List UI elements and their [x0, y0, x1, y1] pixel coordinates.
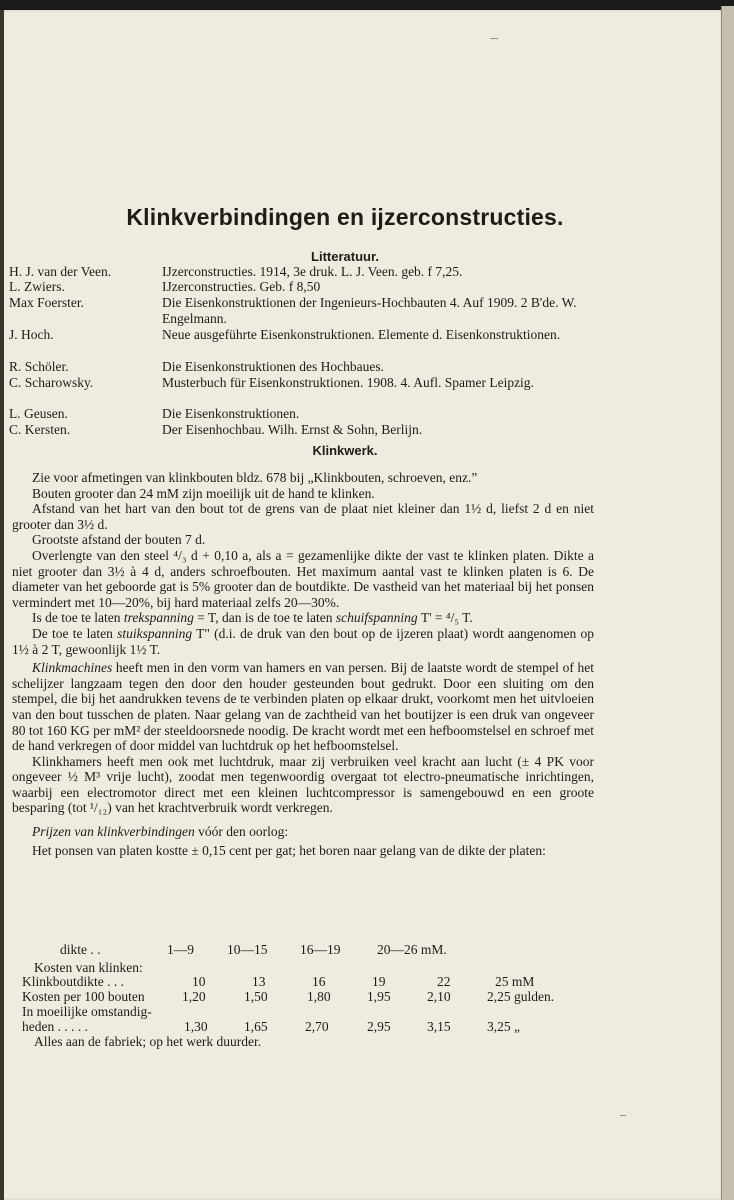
table-label: heden . . . . .	[22, 1019, 88, 1034]
literature-author: L. Zwiers.	[9, 279, 65, 294]
literature-author: R. Schöler.	[9, 359, 69, 374]
literature-author: Max Foerster.	[9, 295, 84, 310]
table-cell: 16—19	[300, 942, 341, 957]
table-cell: 2,70	[305, 1019, 329, 1034]
literature-reference: IJzerconstructies. Geb. f 8,50	[162, 279, 321, 294]
table-cell: 20—26 mM.	[377, 942, 447, 957]
literature-heading: Litteratuur.	[311, 249, 379, 264]
paragraph: Zie voor afmetingen van klinkbouten bldz. 678 bij „Klinkbouten, schroeven, enz.”	[32, 470, 478, 485]
paragraph: Afstand van het hart van den bout tot de grens van de plaat niet kleiner dan 1½ d, liefst 2 d en niet grooter dan 3½ d.	[12, 501, 594, 532]
page-mark	[490, 38, 498, 39]
table-label: Kosten per 100 bouten	[22, 989, 145, 1004]
table-label: In moeilijke omstandig-	[22, 1004, 152, 1019]
table-cell: 3,15	[427, 1019, 451, 1034]
table-cell: 2,10	[427, 989, 451, 1004]
literature-author: C. Kersten.	[9, 422, 71, 437]
page-binding-edge	[0, 10, 4, 1200]
literature-reference: Die Eisenkonstruktionen des Hochbaues.	[162, 359, 384, 374]
klinkwerk-heading: Klinkwerk.	[312, 443, 378, 458]
table-cell: 3,25 „	[487, 1019, 520, 1034]
literature-author: J. Hoch.	[9, 327, 54, 342]
paragraph: De toe te laten stuikspanning T" (d.i. de druk van den bout op de ijzeren plaat) wordt aangenomen op 1½ à 2 T, gewoonlijk 1½ T.	[12, 625, 594, 657]
page-mark-bottom	[620, 1115, 626, 1116]
table-label: Kosten van klinken:	[34, 960, 143, 975]
table-cell: 2,25 gulden.	[487, 989, 555, 1004]
table-cell: 1,65	[244, 1019, 268, 1034]
table-label: Klinkboutdikte . . .	[22, 974, 124, 989]
literature-reference: Die Eisenkonstruktionen der Ingenieurs-Hochbauten 4. Auf 1909. 2 B'de. W. Engelmann.	[162, 295, 577, 326]
literature-reference: Neue ausgeführte Eisenkonstruktionen. Elemente d. Eisenkonstruktionen.	[162, 327, 561, 342]
paragraph: Klinkmachines heeft men in den vorm van hamers en van persen. Bij de laatste wordt de stempel of het schelijzer langzaam tegen den door den houder gesteunden bout gedrukt. Door een sluiting om den stempel, die bij het aandrukken tevens de te verbinden platen op elkaar drukt, voorkomt men het uitvloeien van den bout tusschen de platen. Naar gelang van de zachtheid van het boutijzer is een druk van ongeveer 80 tot 160 KG per mM² der steeldoorsnede noodig. De kracht wordt met een hefboomstelsel en schroef met de hand verkregen of door middel van luchtdruk op het hefboomstelsel.	[12, 660, 594, 754]
table-cell: 1,50	[244, 989, 268, 1004]
table-cell: 10—15	[227, 942, 268, 957]
table-cell: 22	[437, 974, 451, 989]
literature-author: C. Scharowsky.	[9, 375, 94, 390]
paragraph: Overlengte van den steel ⁴/₃ d + 0,10 a, als a = gezamenlijke dikte der vast te klinken platen. Dikte a niet grooter dan 3½ à 4 d, anders schroefbouten. Het maximum aantal vast te klinken platen is 6. De diameter van het geboorde gat is 5% grooter dan de boutdikte. De vastheid van het materiaal bij het ponsen vermindert met 10—20%, bij hard materiaal zelfs 20—30%.	[12, 547, 594, 610]
page-title: Klinkverbindingen en ijzerconstructies.	[126, 204, 564, 230]
table-cell: 1—9	[167, 942, 194, 957]
table-footer: Alles aan de fabriek; op het werk duurder.	[34, 1034, 262, 1049]
literature-reference: IJzerconstructies. 1914, 3e druk. L. J. Veen. geb. f 7,25.	[162, 264, 463, 279]
table-cell: 1,95	[367, 989, 391, 1004]
paragraph: Bouten grooter dan 24 mM zijn moeilijk uit de hand te klinken.	[32, 485, 375, 501]
table-label: dikte . .	[60, 942, 101, 957]
table-cell: 1,30	[184, 1019, 208, 1034]
table-cell: 1,80	[307, 989, 331, 1004]
paragraph: Grootste afstand der bouten 7 d.	[32, 532, 206, 548]
paragraph: Is de toe te laten trekspanning = T, dan is de toe te laten schuifspanning T' = ⁴/₅ T.	[32, 610, 473, 626]
literature-reference: Die Eisenkonstruktionen.	[162, 406, 300, 421]
table-cell: 16	[312, 974, 326, 989]
paragraph: Het ponsen van platen kostte ± 0,15 cent per gat; het boren naar gelang van de dikte der platen:	[32, 842, 546, 858]
klinkwerk-body	[12, 470, 594, 858]
table-cell: 1,20	[182, 989, 206, 1004]
page-edge	[721, 6, 734, 1200]
table-cell: 10	[192, 974, 206, 989]
table-cell: 19	[372, 974, 386, 989]
literature-author: L. Geusen.	[9, 406, 68, 421]
table-cell: 2,95	[367, 1019, 391, 1034]
paragraph: Prijzen van klinkverbindingen vóór den oorlog:	[32, 824, 289, 840]
literature-reference: Der Eisenhochbau. Wilh. Ernst & Sohn, Berlijn.	[162, 422, 423, 437]
literature-reference: Musterbuch für Eisenkonstruktionen. 1908. 4. Aufl. Spamer Leipzig.	[162, 375, 534, 390]
paragraph: Klinkhamers heeft men ook met luchtdruk, maar zij verbruiken veel kracht aan lucht (± 4 PK voor ongeveer ½ M³ vrije lucht), zoodat men tegenwoordig overgaat tot electro-pneumatische inrichtingen, waarbij een electromotor direct met een kleinen luchtcompressor is samengebouwd en een groote besparing (tot ¹/₁₂) van het krachtverbruik wordt verkregen.	[12, 753, 594, 816]
table-cell: 25 mM	[495, 974, 535, 989]
literature-author: H. J. van der Veen.	[9, 264, 112, 279]
table-cell: 13	[252, 974, 266, 989]
